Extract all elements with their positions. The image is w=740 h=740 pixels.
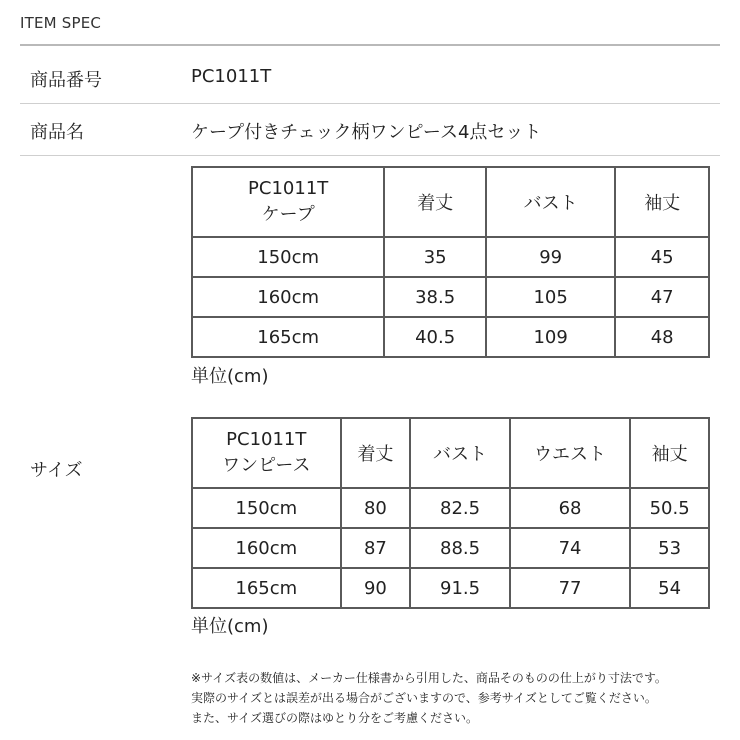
table-cell: 47 [615, 277, 709, 317]
table-cell: 90 [341, 568, 411, 608]
table-cell: 54 [630, 568, 709, 608]
note-line: 実際のサイズとは誤差が出る場合がございますので、参考サイズとしてご覧ください。 [191, 691, 657, 705]
table-row [192, 237, 709, 277]
table-row [192, 488, 709, 528]
table-cell: 35 [384, 237, 486, 277]
table-cell: 109 [486, 317, 615, 357]
table-cell: 40.5 [384, 317, 486, 357]
table-header-row [192, 418, 709, 488]
cape-size-table [191, 166, 710, 358]
table-cell: 91.5 [410, 568, 510, 608]
table-cell: 82.5 [410, 488, 510, 528]
table-cell: 45 [615, 237, 709, 277]
table-header-cell [192, 167, 384, 237]
table-cell: 99 [486, 237, 615, 277]
unit-note: 単位(cm) [191, 616, 269, 637]
table-cell: 53 [630, 528, 709, 568]
table-cell: 68 [510, 488, 630, 528]
table-cell: 48 [615, 317, 709, 357]
table-cell: 88.5 [410, 528, 510, 568]
item-type: ケープ [261, 204, 315, 225]
row-divider [20, 155, 720, 156]
table-header-cell: 袖丈 [615, 167, 709, 237]
product-code-label: 商品番号 [30, 70, 102, 91]
table-header-cell: 着丈 [384, 167, 486, 237]
table-row [192, 277, 709, 317]
note-line: また、サイズ選びの際はゆとり分をご考慮ください。 [191, 711, 479, 725]
table-cell: 150cm [192, 237, 384, 277]
table-cell: 80 [341, 488, 411, 528]
table-header-cell: 着丈 [341, 418, 411, 488]
table-cell: 77 [510, 568, 630, 608]
table-cell: 74 [510, 528, 630, 568]
table-cell: 105 [486, 277, 615, 317]
model-code: PC1011T [248, 178, 329, 199]
table-row [192, 317, 709, 357]
model-code: PC1011T [226, 429, 307, 450]
table-cell: 38.5 [384, 277, 486, 317]
table-header-row [192, 167, 709, 237]
note-line: ※サイズ表の数値は、メーカー仕様書から引用した、商品そのものの仕上がり寸法です。 [191, 671, 667, 685]
table-header-cell: 袖丈 [630, 418, 709, 488]
product-name-label: 商品名 [30, 122, 84, 143]
table-header-cell: ウエスト [510, 418, 630, 488]
product-name-value: ケープ付きチェック柄ワンピース4点セット [191, 122, 542, 143]
table-cell: 50.5 [630, 488, 709, 528]
product-code-value: PC1011T [191, 66, 272, 87]
table-cell: 165cm [192, 317, 384, 357]
table-cell: 165cm [192, 568, 341, 608]
size-notes [191, 668, 667, 728]
table-header-cell: バスト [486, 167, 615, 237]
table-header-cell [192, 418, 341, 488]
table-cell: 160cm [192, 528, 341, 568]
item-type: ワンピース [222, 455, 311, 476]
table-row [192, 568, 709, 608]
unit-note: 単位(cm) [191, 366, 269, 387]
dress-size-table [191, 417, 710, 609]
section-title: ITEM SPEC [20, 14, 102, 32]
section-divider [20, 44, 720, 46]
table-row [192, 528, 709, 568]
table-cell: 160cm [192, 277, 384, 317]
row-divider [20, 103, 720, 104]
table-header-cell: バスト [410, 418, 510, 488]
table-cell: 87 [341, 528, 411, 568]
table-cell: 150cm [192, 488, 341, 528]
size-label: サイズ [30, 460, 83, 481]
